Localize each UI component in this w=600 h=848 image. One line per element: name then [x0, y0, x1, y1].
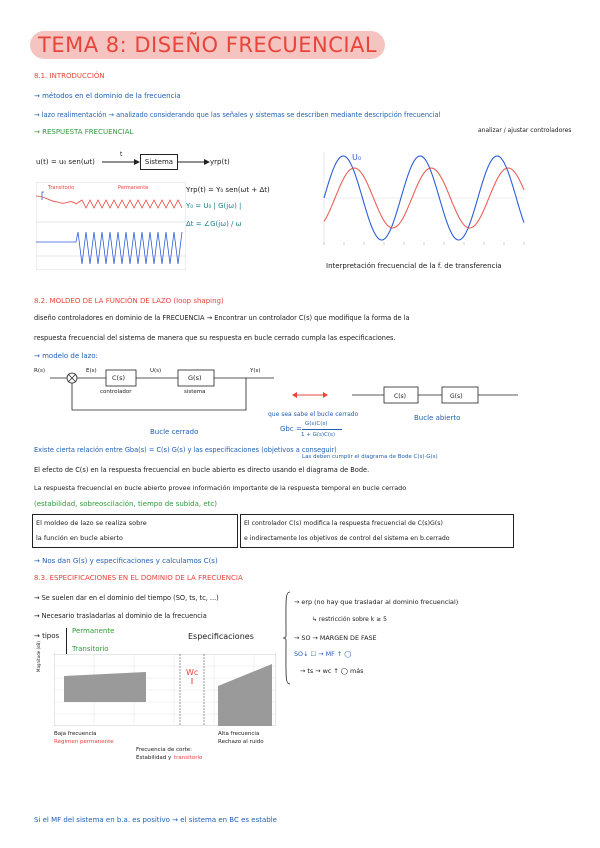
tipos-bracket: [66, 628, 71, 654]
s82-p2a: Existe cierta relación entre Gba(s) = C(s) G(s) y las especificaciones (objetivos a conseguir): [34, 446, 337, 454]
estabilidad-y: Estabilidad y: [136, 755, 172, 761]
spec-r1a: → erp (no hay que trasladar al dominio frecuencial): [294, 598, 459, 606]
bucle-cerrado-label: Bucle cerrado: [150, 428, 199, 436]
eq-y0: Y₀ = U₀ | G(jω) |: [186, 202, 242, 210]
gbc-den: 1 + G(s)C(s): [301, 432, 336, 438]
ol-g-block: G(s): [450, 393, 463, 400]
frecuencia-corte: Frecuencia de corte:: [136, 747, 193, 753]
interp-caption: Interpretación frecuencial de la f. de transferencia: [326, 262, 502, 270]
baja-frecuencia: Baja frecuencia: [54, 731, 97, 737]
s82-p6: → Nos dan G(s) y especificaciones y calculamos C(s): [34, 557, 218, 565]
u-label: U(s): [150, 368, 162, 374]
section-8-3-heading: 8.3. ESPECIFICACIONES EN EL DOMINIO DE LA FRECUENCIA: [34, 574, 243, 582]
sine-u0-label: U₀: [352, 153, 362, 162]
system-block: Sistema: [140, 154, 178, 170]
box1-line2: la función en bucle abierto: [36, 534, 123, 542]
g-block: G(s): [188, 374, 202, 382]
spec-r2: → SO → MARGEN DE FASE: [294, 634, 377, 642]
spec-r1b: ↳ restricción sobre k ≥ 5: [312, 616, 387, 623]
box1-line1: El moldeo de lazo se realiza sobre: [36, 519, 147, 527]
spec-r4: → ts → wc ↑ ◯ más: [300, 667, 364, 675]
wc-label: Wc: [186, 668, 199, 677]
sistema-label: sistema: [184, 389, 206, 395]
regimen-permanente: Régimen permanente: [54, 739, 114, 745]
s82-p4: La respuesta frecuencial en bucle abierto provee información importante de la respuesta temporal en bucle cerrado: [34, 484, 407, 492]
s82-p5: (estabilidad, sobreoscilación, tiempo de subida, etc): [34, 500, 217, 508]
tipo-permanente: Permanente: [72, 627, 115, 635]
sine-plot: [318, 148, 528, 248]
gbc-fraction-line: [302, 429, 342, 430]
transient-plot: [36, 182, 186, 270]
s82-p1a: diseño controladores en dominio de la FRECUENCIA → Encontrar un controlador C(s) que modifique la forma de la: [34, 314, 410, 322]
c-block: C(s): [112, 374, 125, 382]
spec-brace: [282, 590, 292, 686]
bode-spec-plot: [54, 654, 276, 726]
gbc-num: G(s)C(s): [305, 421, 328, 427]
bode-ylabel: Magnitude (dB): [36, 641, 41, 672]
s81-line3: → RESPUESTA FRECUENCIAL: [34, 128, 134, 136]
plot-transitorio-label: Transitorio: [48, 185, 75, 191]
ol-c-block: C(s): [394, 393, 406, 400]
page-title: TEMA 8: DISEÑO FRECUENCIAL: [38, 33, 378, 57]
footer-note: Si el MF del sistema en b.a. es positivo → el sistema en BC es estable: [34, 816, 277, 824]
plot-permanente-label: Permanente: [118, 185, 149, 191]
spec-r3: SO↓ ☐ → MF ↑ ◯: [294, 650, 352, 658]
section-8-1-heading: 8.1. INTRODUCCIÓN: [34, 72, 105, 80]
s81-line1: → métodos en el dominio de la frecuencia: [34, 92, 181, 100]
y-label: Y(s): [250, 368, 261, 374]
box2-line2: e indirectamente los objetivos de control del sistema en b.cerrado: [244, 535, 450, 542]
alta-frecuencia: Alta frecuencia: [218, 731, 260, 737]
s82-model: → modelo de lazo:: [34, 352, 98, 360]
arrow-label: t: [120, 151, 123, 158]
bucle-abierto-label: Bucle abierto: [414, 414, 461, 422]
s82-p3: El efecto de C(s) en la respuesta frecuencial en bucle abierto es directo usando el diagrama de Bode.: [34, 466, 370, 474]
transitorio-red: transitorio: [174, 755, 203, 761]
s83-l1: → Se suelen dar en el dominio del tiempo (SO, ts, tc, ...): [34, 594, 219, 602]
s83-l2: → Necesario trasladarlas al dominio de la frecuencia: [34, 612, 207, 620]
que-sabe-label: que sea sabe el bucle cerrado: [268, 411, 359, 418]
eq-yrp: Yrp(t) = Y₀ sen(ωt + Δt): [186, 186, 270, 194]
espec-label: Especificaciones: [188, 632, 254, 641]
output-signal: yrp(t): [210, 158, 230, 166]
s82-p1b: respuesta frecuencial del sistema de manera que su respuesta en bucle cerrado cumpla las especificaciones.: [34, 334, 396, 342]
section-8-2-heading: 8.2. MOLDEO DE LA FUNCIÓN DE LAZO (loop shaping): [34, 297, 224, 305]
open-loop-diagram: [352, 384, 522, 406]
rechazo-ruido: Rechazo al ruido: [218, 739, 264, 745]
input-signal: u(t) = u₀ sen(ωt): [36, 158, 95, 166]
r-label: R(s): [34, 368, 45, 374]
gbc-lhs: Gbc =: [280, 425, 302, 433]
s83-tipos: → tipos: [34, 632, 60, 640]
controller-label: controlador: [100, 389, 132, 395]
s81-line2b: analizar / ajustar controladores: [478, 127, 572, 134]
s82-p2b: Las deben cumplir el diagrama de Bode C(s)·G(s): [302, 454, 438, 460]
tipo-transitorio: Transitorio: [72, 645, 109, 653]
s81-line2: → lazo realimentación → analizado considerando que las señales y sistemas se describen mediante descripción frecuencial: [34, 111, 441, 119]
double-arrow: [292, 390, 328, 400]
e-label: E(s): [86, 368, 97, 374]
box2-line1: El controlador C(s) modifica la respuesta frecuencial de C(s)G(s): [244, 520, 443, 527]
eq-delta: Δt = ∠G(jω) / ω: [186, 220, 242, 228]
